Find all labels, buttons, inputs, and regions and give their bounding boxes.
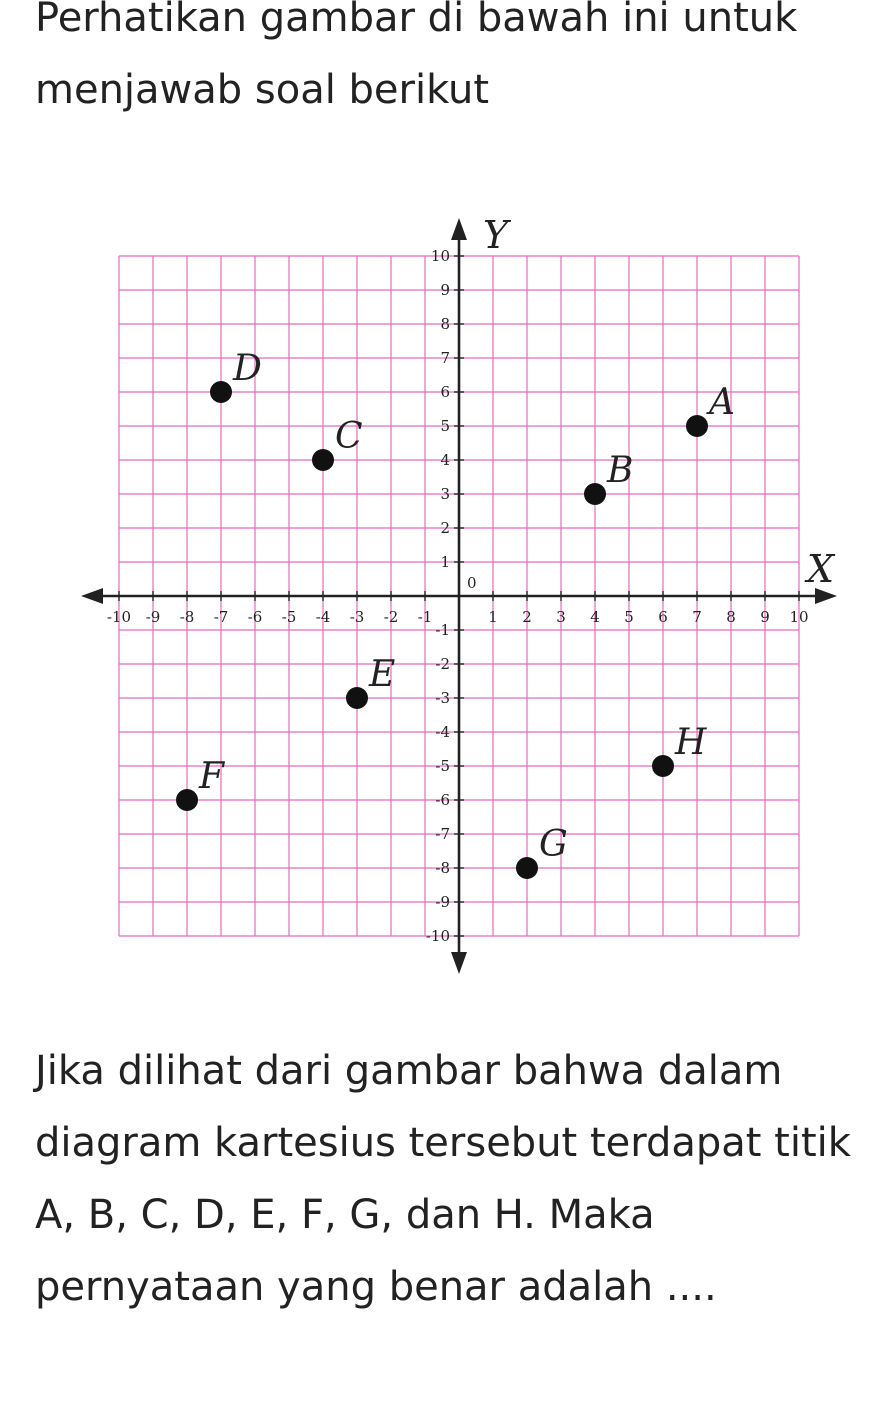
- point-label-e: E: [369, 654, 396, 695]
- point-b: [584, 483, 606, 505]
- x-tick-label: 2: [522, 608, 532, 626]
- x-tick-label: -1: [417, 608, 433, 626]
- point-g: [516, 857, 538, 879]
- x-tick-label: 3: [556, 608, 566, 626]
- x-tick-label: 4: [590, 608, 600, 626]
- x-tick-label: 5: [624, 608, 634, 626]
- point-label-b: B: [607, 450, 634, 491]
- y-tick-label: 2: [440, 519, 450, 537]
- y-tick-label: -4: [435, 723, 450, 741]
- y-tick-label: -8: [435, 859, 450, 877]
- y-tick-label: -9: [435, 893, 450, 911]
- y-tick-label: 4: [440, 451, 450, 469]
- point-c: [312, 449, 334, 471]
- y-tick-label: 8: [440, 315, 450, 333]
- x-tick-label: -8: [179, 608, 195, 626]
- x-tick-label: -3: [349, 608, 365, 626]
- y-tick-label: -5: [435, 757, 450, 775]
- y-tick-label: -2: [435, 655, 450, 673]
- x-tick-label: 9: [760, 608, 770, 626]
- x-tick-label: -2: [383, 608, 399, 626]
- cartesian-chart: [50, 205, 850, 1005]
- point-h: [652, 755, 674, 777]
- x-tick-label: 7: [692, 608, 702, 626]
- x-tick-label: -6: [247, 608, 263, 626]
- x-tick-label: -7: [213, 608, 229, 626]
- point-label-h: H: [675, 722, 707, 763]
- y-arrow-up-icon: [451, 218, 467, 240]
- y-tick-label: -1: [435, 621, 450, 639]
- x-axis-label: X: [807, 547, 835, 591]
- y-tick-label: 9: [440, 281, 450, 299]
- y-tick-label: 5: [440, 417, 450, 435]
- y-tick-label: -7: [435, 825, 450, 843]
- point-label-a: A: [709, 382, 735, 423]
- x-tick-label: -9: [145, 608, 161, 626]
- y-tick-label: 6: [440, 383, 450, 401]
- point-label-g: G: [539, 824, 568, 865]
- x-tick-label: -4: [315, 608, 331, 626]
- x-tick-label: 1: [488, 608, 498, 626]
- x-tick-label: -5: [281, 608, 297, 626]
- y-tick-label: 3: [440, 485, 450, 503]
- y-tick-label: -10: [425, 927, 450, 945]
- y-axis-label: Y: [483, 213, 509, 257]
- y-tick-label: 7: [440, 349, 450, 367]
- x-tick-label: 6: [658, 608, 668, 626]
- point-label-d: D: [233, 348, 262, 389]
- question-text: Jika dilihat dari gambar bahwa dalam diagram kartesius tersebut terdapat titik A, B, C, D, E, F, G, dan H. Maka pernyataan yang benar adalah ....: [35, 1048, 851, 1310]
- point-f: [176, 789, 198, 811]
- y-tick-label: 1: [440, 553, 450, 571]
- x-tick-label: -10: [106, 608, 132, 626]
- y-tick-label: 10: [430, 247, 450, 265]
- point-e: [346, 687, 368, 709]
- x-tick-label: 10: [789, 608, 809, 626]
- y-tick-label: -6: [435, 791, 450, 809]
- chart-axes: [81, 213, 837, 974]
- point-label-f: F: [199, 756, 224, 797]
- y-arrow-down-icon: [451, 952, 467, 974]
- x-arrow-left-icon: [81, 588, 103, 604]
- point-label-c: C: [335, 416, 363, 457]
- y-tick-label: -3: [435, 689, 450, 707]
- intro-text: Perhatikan gambar di bawah ini untuk menjawab soal berikut: [35, 0, 798, 113]
- origin-label: 0: [467, 574, 477, 592]
- point-a: [686, 415, 708, 437]
- point-d: [210, 381, 232, 403]
- x-tick-label: 8: [726, 608, 736, 626]
